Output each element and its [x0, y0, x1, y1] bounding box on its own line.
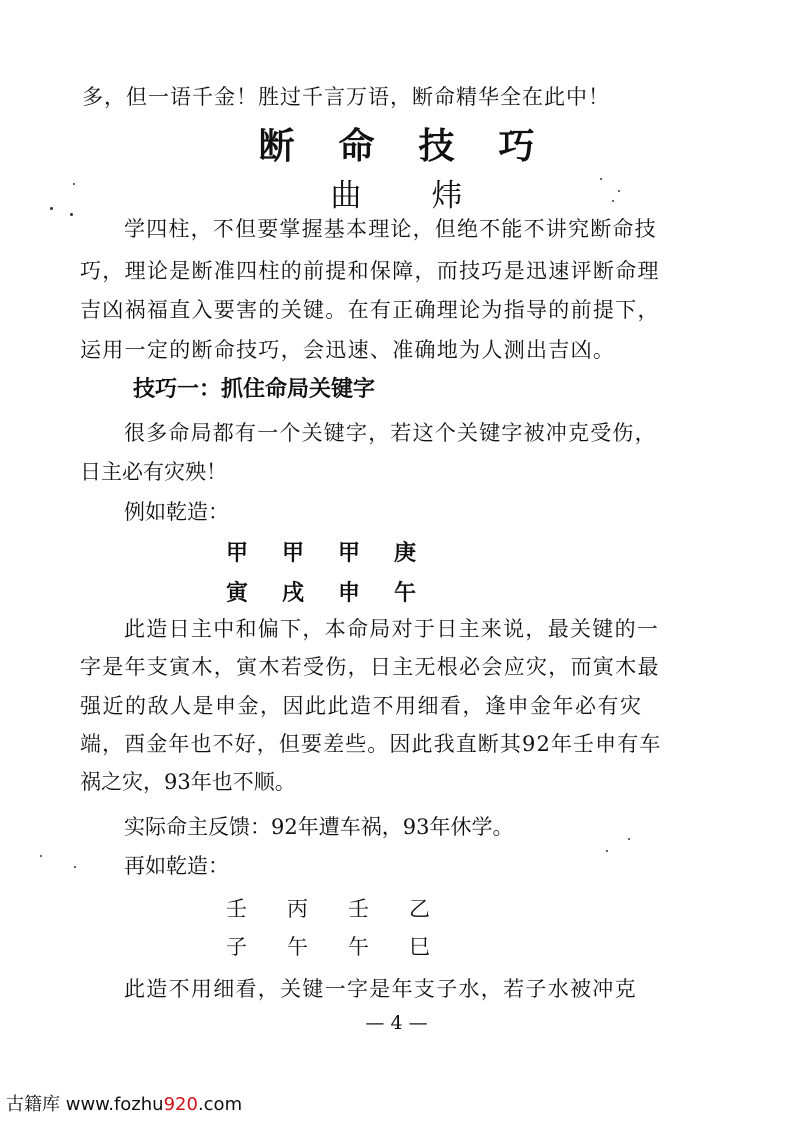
example1-stems: 甲甲甲庚	[226, 541, 451, 566]
section-heading: 技巧一：抓住命局关键字	[133, 377, 376, 402]
intro-line-4: 运用一定的断命技巧，会迅速、准确地为人测出吉凶。	[80, 338, 616, 362]
watermark-suffix: .com	[197, 1094, 243, 1115]
example1-branches: 寅戌申午	[226, 581, 451, 606]
scan-speck	[612, 200, 614, 202]
scan-speck	[618, 190, 620, 192]
scan-speck	[70, 213, 73, 216]
example2-analysis: 此造不用细看，关键一字是年支子水，若子水被冲克	[124, 977, 637, 1001]
example2-label: 再如乾造：	[124, 854, 229, 878]
analysis-line-5: 祸之灾，93年也不顺。	[80, 770, 296, 794]
intro-line-3: 吉凶祸福直入要害的关键。在有正确理论为指导的前提下，	[80, 298, 660, 322]
example2-branches: 子午午巳	[226, 935, 470, 959]
example1-label: 例如乾造：	[124, 500, 229, 524]
analysis-line-3: 强近的敌人是申金，因此此造不用细看，逢申金年必有灾	[80, 694, 643, 718]
author-name: 曲炜	[330, 178, 533, 214]
top-line: 多，但一语千金！胜过千言万语，断命精华全在此中！	[82, 85, 610, 109]
scan-speck	[74, 866, 76, 868]
scan-speck	[50, 207, 53, 210]
section1-line-2: 日主必有灾殃！	[80, 460, 227, 484]
scan-speck	[73, 183, 75, 185]
scan-speck	[628, 838, 630, 840]
intro-line-2: 巧，理论是断准四柱的前提和保障，而技巧是迅速评断命理	[80, 259, 660, 283]
page-title: 断命技巧	[258, 125, 579, 167]
intro-line-1: 学四柱，不但要掌握基本理论，但绝不能不讲究断命技	[124, 217, 657, 241]
analysis-line-4: 端，酉金年也不好，但要差些。因此我直断其92年壬申有车	[80, 732, 662, 756]
scan-speck	[606, 850, 608, 852]
analysis-line-2: 字是年支寅木，寅木若受伤，日主无根必会应灾，而寅木最	[80, 655, 660, 679]
example2-stems: 壬丙壬乙	[226, 897, 470, 921]
watermark-highlight: 920	[163, 1094, 198, 1115]
section1-line-1: 很多命局都有一个关键字，若这个关键字被冲克受伤，	[124, 421, 657, 445]
scan-speck	[600, 178, 602, 180]
watermark-prefix: 古籍库 www.fozhu	[6, 1094, 164, 1115]
site-watermark	[6, 1090, 242, 1116]
example1-feedback: 实际命主反馈：92年遭车祸，93年休学。	[124, 815, 514, 839]
analysis-line-1: 此造日主中和偏下，本命局对于日主来说，最关键的一	[124, 617, 660, 641]
scan-speck	[40, 855, 42, 857]
page-number: — 4 —	[365, 1012, 428, 1034]
